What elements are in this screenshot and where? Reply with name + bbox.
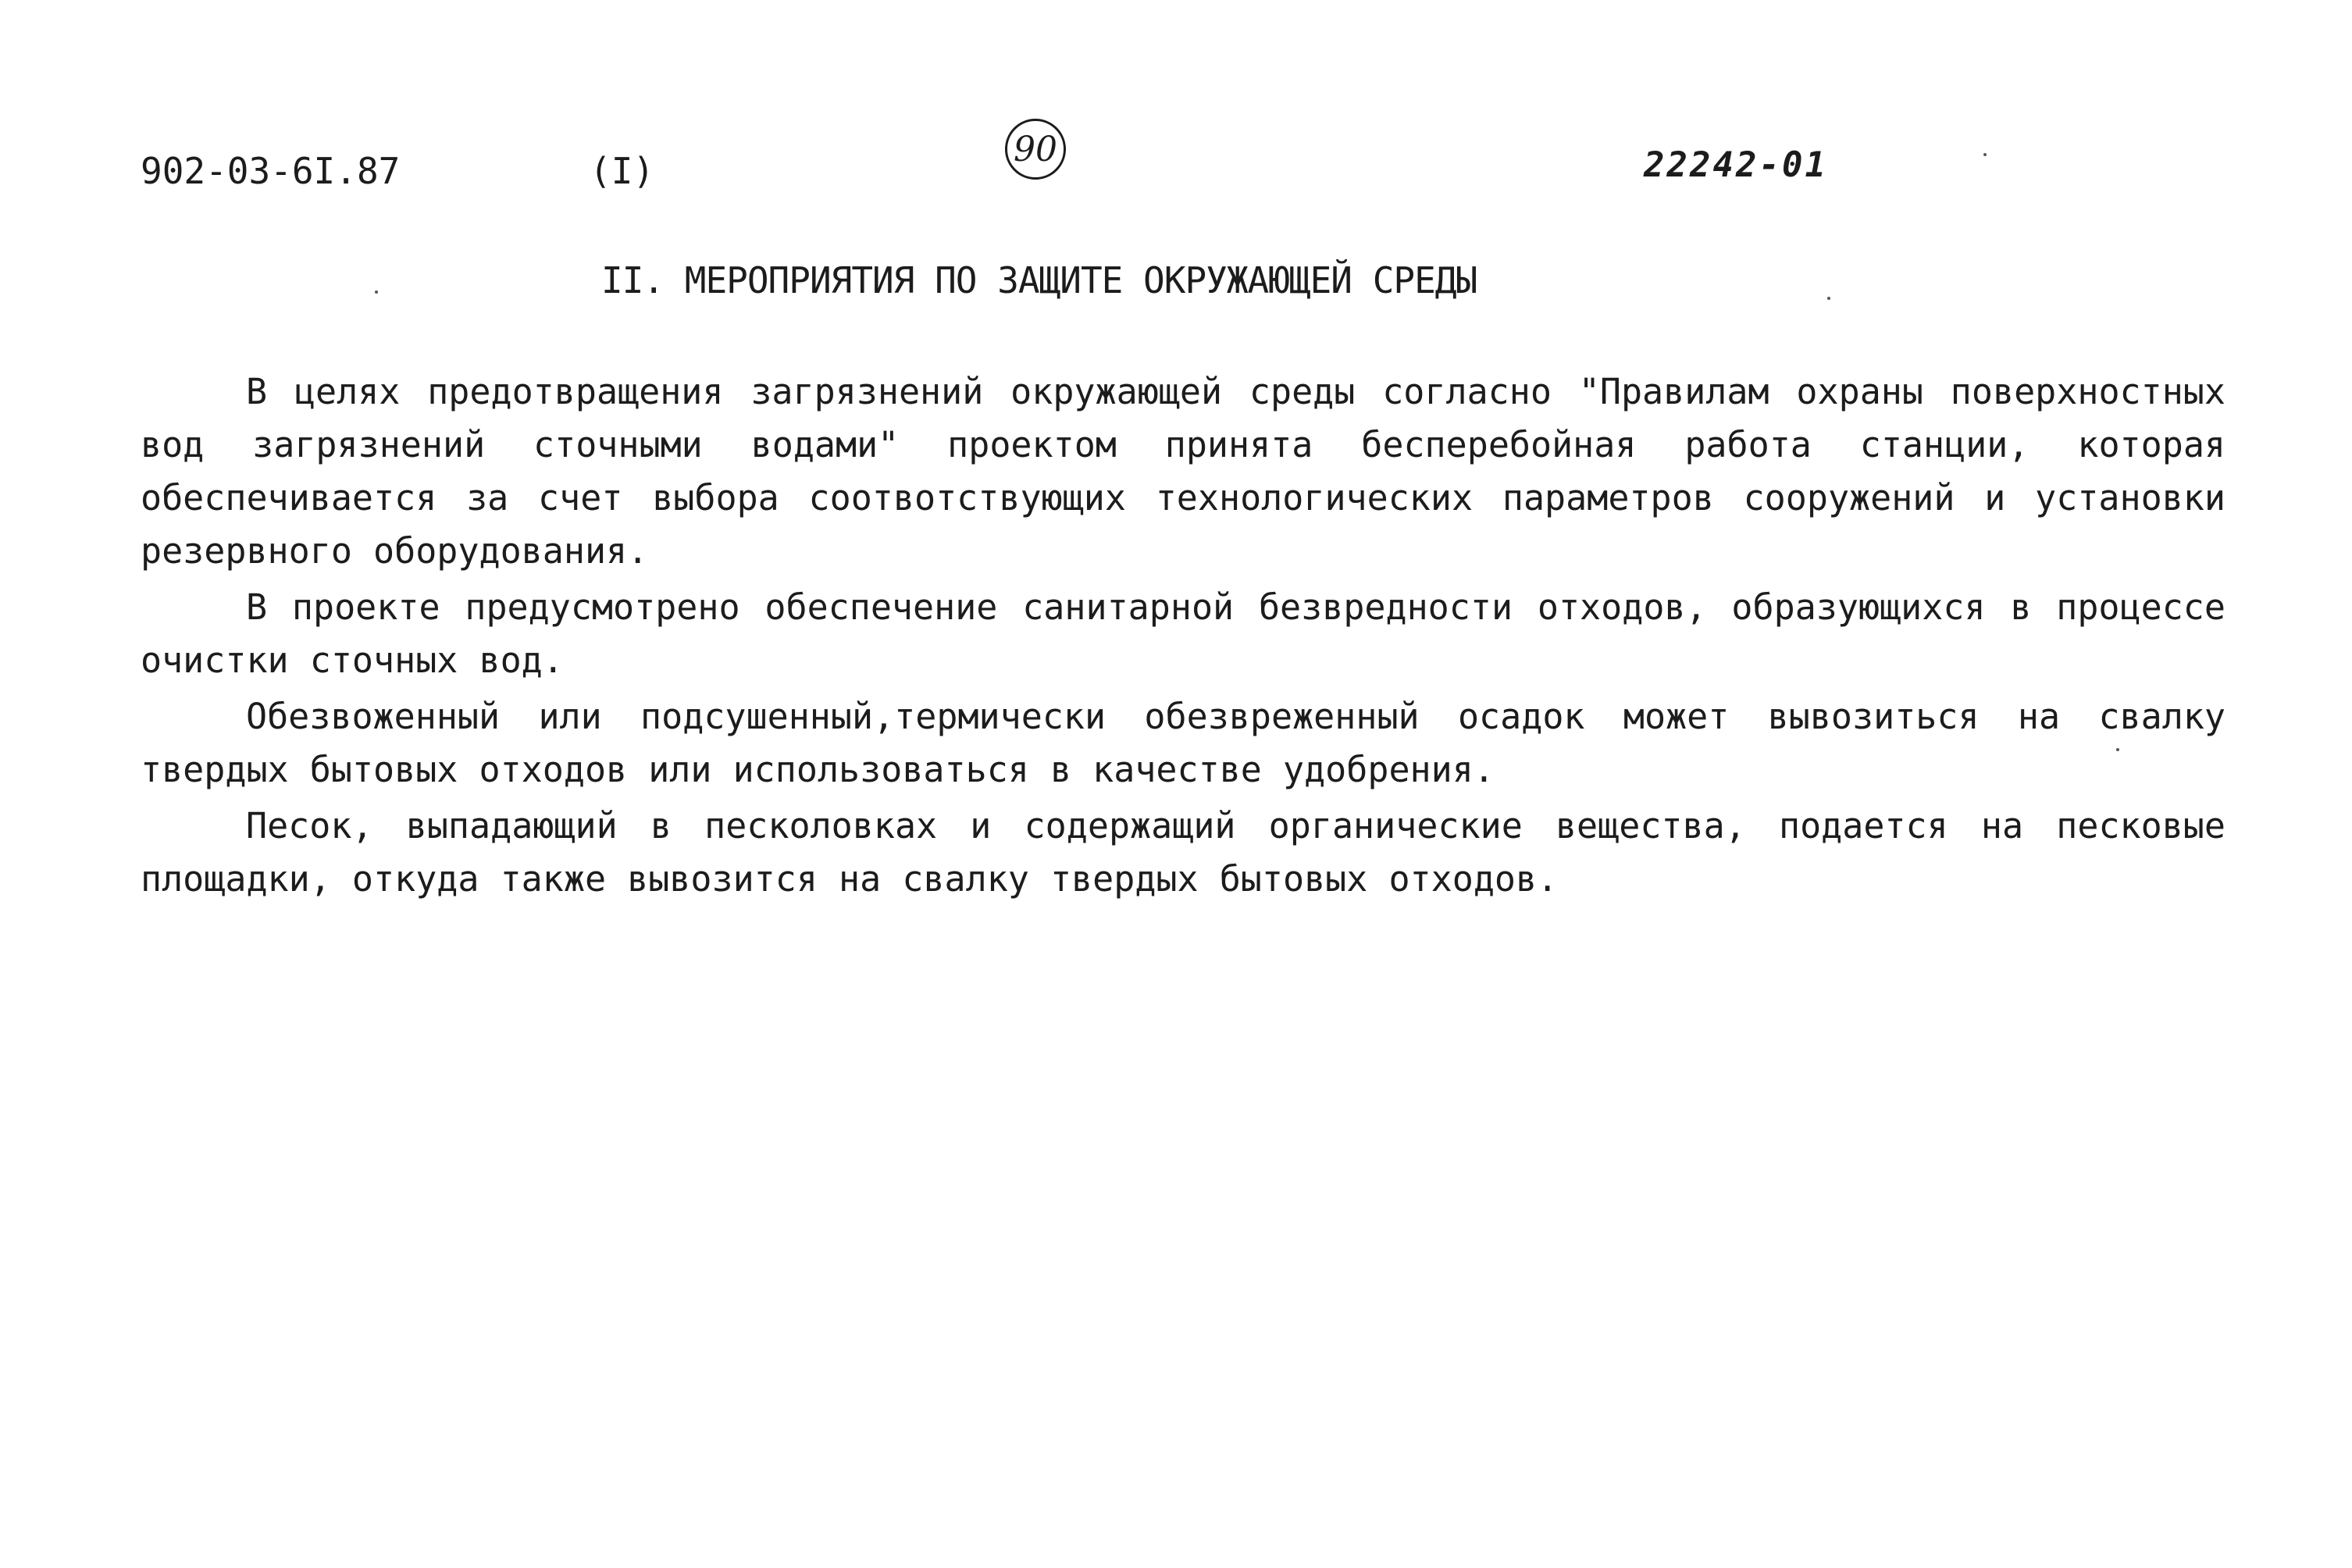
scan-speck <box>2116 748 2119 751</box>
archive-number: 22242-01 <box>1644 145 1828 185</box>
paragraph-2: В проекте предусмотрено обеспечение санитарной безвредности отходов, образующихся в процессе очистки сточных вод. <box>141 586 2225 681</box>
paragraph-4: Песок, выпадающий в песколовках и содержащий органические вещества, подается на песковые площадки, откуда также вывозится на свалку твердых бытовых отходов. <box>141 805 2225 900</box>
paragraph-3: Обезвоженный или подсушенный,термически обезвреженный осадок может вывозиться на свалку твердых бытовых отходов или использоваться в качестве удобрения. <box>141 696 2225 790</box>
paragraph-1: В целях предотвращения загрязнений окружающей среды согласно "Правилам охраны поверхностных вод загрязнений сточными водами" проектом принята бесперебойная работа станции, которая обеспечивается за счет выбора соотвотствующих технологических параметров сооружений и установки резервного оборудования. <box>141 371 2225 572</box>
scan-speck <box>375 290 378 294</box>
section-title: II. МЕРОПРИЯТИЯ ПО ЗАЩИТЕ ОКРУЖАЮЩЕЙ СРЕДЫ <box>601 259 1477 301</box>
body-text <box>141 365 2225 909</box>
page-number-circle <box>1005 119 1066 180</box>
page-number: 90 <box>1014 129 1057 169</box>
document-code: 902-03-6I.87 <box>141 150 401 192</box>
document-part: (I) <box>590 150 655 192</box>
scan-speck <box>1827 297 1830 300</box>
scan-speck <box>1983 153 1987 156</box>
